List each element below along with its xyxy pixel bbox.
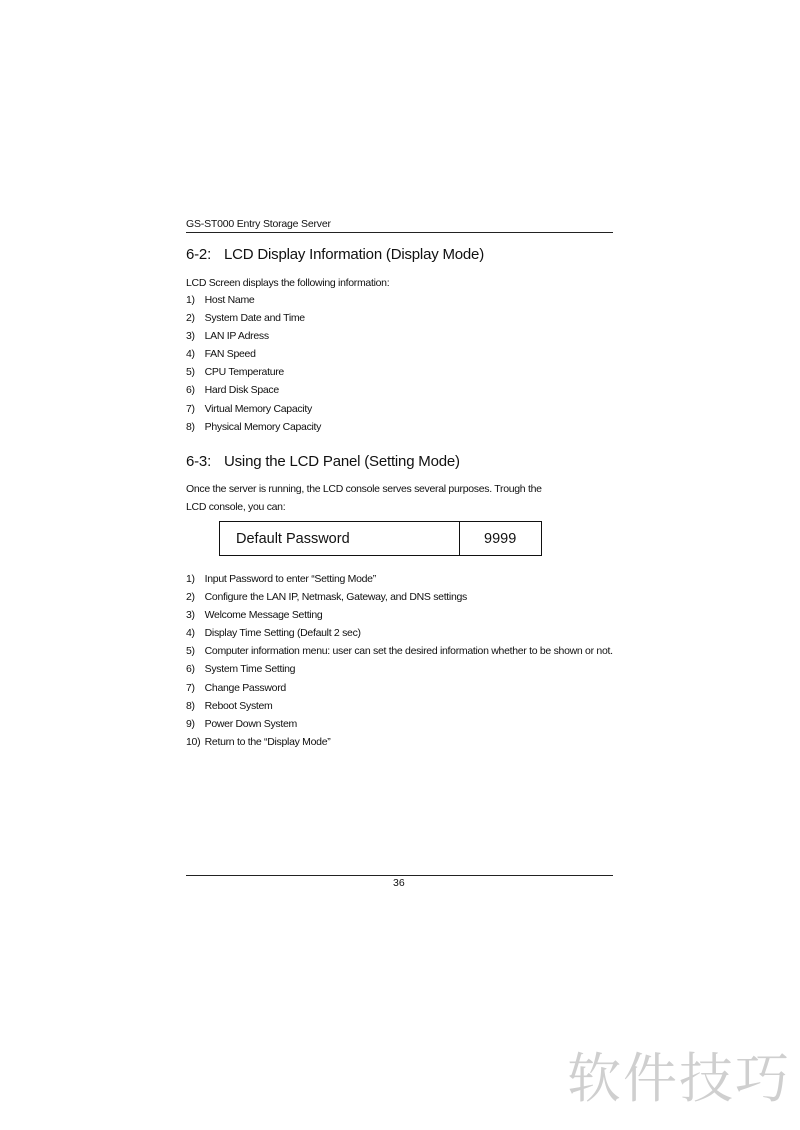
list-item-number: 5) (186, 645, 195, 658)
display-info-list (186, 291, 321, 436)
list-item (186, 606, 613, 624)
list-item-text: Change Password (204, 681, 286, 694)
list-item-number: 9) (186, 717, 195, 730)
footer-rule (186, 875, 613, 876)
list-item (186, 570, 613, 588)
list-item-number: 5) (186, 366, 195, 379)
password-label-cell: Default Password (220, 522, 460, 555)
list-item (186, 679, 613, 697)
list-item (186, 291, 321, 309)
list-item (186, 733, 613, 751)
list-item-text: System Date and Time (204, 312, 305, 325)
list-item-number: 1) (186, 573, 195, 585)
list-item (186, 588, 613, 606)
list-item (186, 345, 321, 363)
section-heading: Using the LCD Panel (Setting Mode) (224, 453, 460, 470)
list-item-text: Return to the “Display Mode” (204, 735, 331, 748)
page-header: GS-ST000 Entry Storage Server (186, 218, 331, 230)
list-item-number: 2) (186, 591, 195, 604)
watermark: 软件技巧 (567, 1047, 791, 1110)
list-item-number: 3) (186, 330, 195, 343)
list-item (186, 418, 321, 436)
list-item-text: CPU Temperature (204, 366, 284, 379)
list-item (186, 697, 613, 715)
list-item (186, 642, 613, 660)
list-item-text: Virtual Memory Capacity (204, 402, 312, 415)
list-item-number: 7) (186, 681, 195, 694)
list-item (186, 327, 321, 345)
password-value-cell: 9999 (484, 531, 517, 547)
list-item-number: 3) (186, 609, 195, 622)
section-number: 6-2: (186, 246, 212, 263)
section-intro: LCD Screen displays the following information: (186, 277, 390, 289)
header-rule (186, 232, 613, 233)
list-item (186, 309, 321, 327)
list-item-text: Display Time Setting (Default 2 sec) (204, 627, 361, 640)
list-item (186, 381, 321, 399)
list-item-number: 10) (186, 735, 201, 748)
list-item-text: Reboot System (204, 699, 273, 712)
list-item-text: Host Name (204, 294, 255, 306)
intro-line: LCD console, you can: (186, 501, 286, 513)
list-item-text: Configure the LAN IP, Netmask, Gateway, and DNS settings (204, 591, 467, 604)
list-item-number: 2) (186, 312, 195, 325)
list-item-text: LAN IP Adress (204, 330, 269, 343)
list-item-text: Input Password to enter “Setting Mode” (204, 573, 376, 585)
setting-mode-list (186, 570, 613, 751)
list-item (186, 660, 613, 678)
section-intro (186, 480, 606, 516)
list-item-text: Computer information menu: user can set the desired information whether to be shown or not. (204, 645, 613, 658)
section-title-setting-mode (186, 453, 460, 470)
list-item (186, 400, 321, 418)
list-item-text: System Time Setting (204, 663, 296, 676)
list-item-number: 1) (186, 294, 195, 306)
section-title-display-mode (186, 246, 484, 263)
default-password-table (219, 521, 542, 556)
list-item-number: 6) (186, 663, 195, 676)
section-number: 6-3: (186, 453, 212, 470)
list-item (186, 715, 613, 733)
section-heading: LCD Display Information (Display Mode) (224, 246, 484, 263)
list-item-text: Power Down System (204, 717, 297, 730)
list-item-number: 4) (186, 627, 195, 640)
list-item-text: Hard Disk Space (204, 384, 279, 397)
list-item-number: 8) (186, 420, 195, 433)
list-item-number: 7) (186, 402, 195, 415)
list-item-text: Physical Memory Capacity (204, 420, 322, 433)
list-item-number: 8) (186, 699, 195, 712)
list-item (186, 624, 613, 642)
page-number: 36 (393, 877, 405, 889)
list-item (186, 363, 321, 381)
list-item-number: 4) (186, 348, 195, 361)
intro-line: Once the server is running, the LCD console serves several purposes. Trough the (186, 483, 542, 495)
list-item-number: 6) (186, 384, 195, 397)
list-item-text: Welcome Message Setting (204, 609, 323, 622)
list-item-text: FAN Speed (204, 348, 256, 361)
